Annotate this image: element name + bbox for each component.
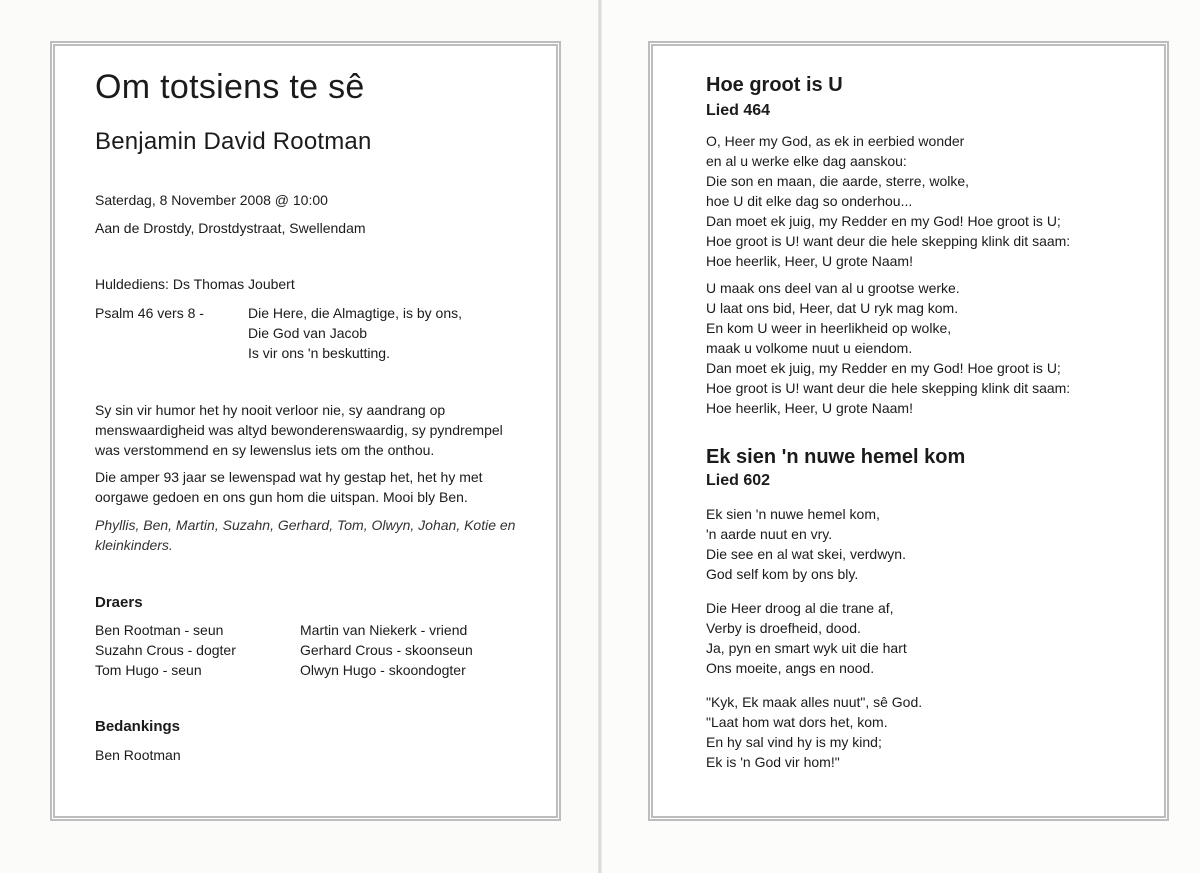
page-title: Om totsiens te sê [95,68,365,106]
journey-paragraph [95,467,483,507]
lyric-line: "Kyk, Ek maak alles nuut", sê God. [706,694,923,710]
song-2-number: Lied 602 [706,472,771,489]
thanks-heading: Bedankings [95,718,181,735]
psalm-line: Die Here, die Almagtige, is by ons, [248,305,462,321]
psalm-line: Is vir ons 'n beskutting. [248,345,390,361]
lyric-line: Ons moeite, angs en nood. [706,660,875,676]
lyric-line: Die see en al wat skei, verdwyn. [706,546,906,562]
pallbearers-heading: Draers [95,594,143,611]
pallbearers-col-2 [300,620,473,680]
pallbearer: Olwyn Hugo - skoondogter [300,662,466,678]
lyric-line: Die Heer droog al die trane af, [706,600,894,616]
lyric-line: Ek sien 'n nuwe hemel kom, [706,506,880,522]
lyric-line: Verby is droefheid, dood. [706,620,861,636]
lyric-line: hoe U dit elke dag so onderhou... [706,193,913,209]
lyric-line: Die son en maan, die aarde, sterre, wolke, [706,173,970,189]
lyric-line: U maak ons deel van al u grootse werke. [706,280,960,296]
lyric-line: En hy sal vind hy is my kind; [706,734,882,750]
song-1-title: Hoe groot is U [706,74,843,96]
song-2-stanza-3 [706,692,922,772]
psalm-text [248,303,462,363]
song-1-stanza-2 [706,278,1070,418]
song-2-title: Ek sien 'n nuwe hemel kom [706,446,966,468]
lyric-line: en al u werke elke dag aanskou: [706,153,907,169]
lyric-line: 'n aarde nuut en vry. [706,526,833,542]
service-venue: Aan de Drostdy, Drostdystraat, Swellendam [95,220,366,236]
thanks-name: Ben Rootman [95,747,181,763]
lyric-line: Ja, pyn en smart wyk uit die hart [706,640,907,656]
pallbearer: Gerhard Crous - skoonseun [300,642,473,658]
lyric-line: "Laat hom wat dors het, kom. [706,714,888,730]
psalm-line: Die God van Jacob [248,325,368,341]
family-line: kleinkinders. [95,537,173,553]
tribute-line: menswaardigheid was altyd bewonderenswaardig, sy pyndrempel [95,422,503,438]
song-2-stanza-2 [706,598,907,678]
lyric-line: Hoe groot is U! want deur die hele skepping klink dit saam: [706,380,1071,396]
service-date-time: Saterdag, 8 November 2008 @ 10:00 [95,192,328,208]
lyric-line: maak u volkome nuut u eiendom. [706,340,913,356]
lyric-line: Ek is 'n God vir hom!" [706,754,840,770]
lyric-line: Hoe heerlik, Heer, U grote Naam! [706,400,913,416]
psalm-reference: Psalm 46 vers 8 - [95,305,204,321]
lyric-line: God self kom by ons bly. [706,566,859,582]
pallbearer: Martin van Niekerk - vriend [300,622,468,638]
lyric-line: O, Heer my God, as ek in eerbied wonder [706,133,965,149]
lyric-line: Hoe groot is U! want deur die hele skepping klink dit saam: [706,233,1071,249]
pallbearer: Tom Hugo - seun [95,662,202,678]
officiant: Huldediens: Ds Thomas Joubert [95,276,295,292]
page-fold [598,0,602,873]
journey-line: oorgawe gedoen en ons gun hom die uitspan. Mooi bly Ben. [95,489,468,505]
pallbearer: Ben Rootman - seun [95,622,224,638]
pallbearers-col-1 [95,620,236,680]
journey-line: Die amper 93 jaar se lewenspad wat hy gestap het, het hy met [95,469,483,485]
lyric-line: Dan moet ek juig, my Redder en my God! Hoe groot is U; [706,360,1061,376]
song-2-stanza-1 [706,504,906,584]
lyric-line: En kom U weer in heerlikheid op wolke, [706,320,952,336]
family-line: Phyllis, Ben, Martin, Suzahn, Gerhard, Tom, Olwyn, Johan, Kotie en [95,517,516,533]
pallbearer: Suzahn Crous - dogter [95,642,236,658]
tribute-line: Sy sin vir humor het hy nooit verloor nie, sy aandrang op [95,402,446,418]
lyric-line: Dan moet ek juig, my Redder en my God! Hoe groot is U; [706,213,1061,229]
song-1-number: Lied 464 [706,102,771,119]
family-signature [95,515,515,555]
lyric-line: Hoe heerlik, Heer, U grote Naam! [706,253,913,269]
lyric-line: U laat ons bid, Heer, dat U ryk mag kom. [706,300,959,316]
tribute-line: was verstommend en sy lewenslus iets om the onthou. [95,442,435,458]
song-1-stanza-1 [706,131,1070,271]
deceased-name: Benjamin David Rootman [95,128,372,155]
tribute-paragraph [95,400,503,460]
